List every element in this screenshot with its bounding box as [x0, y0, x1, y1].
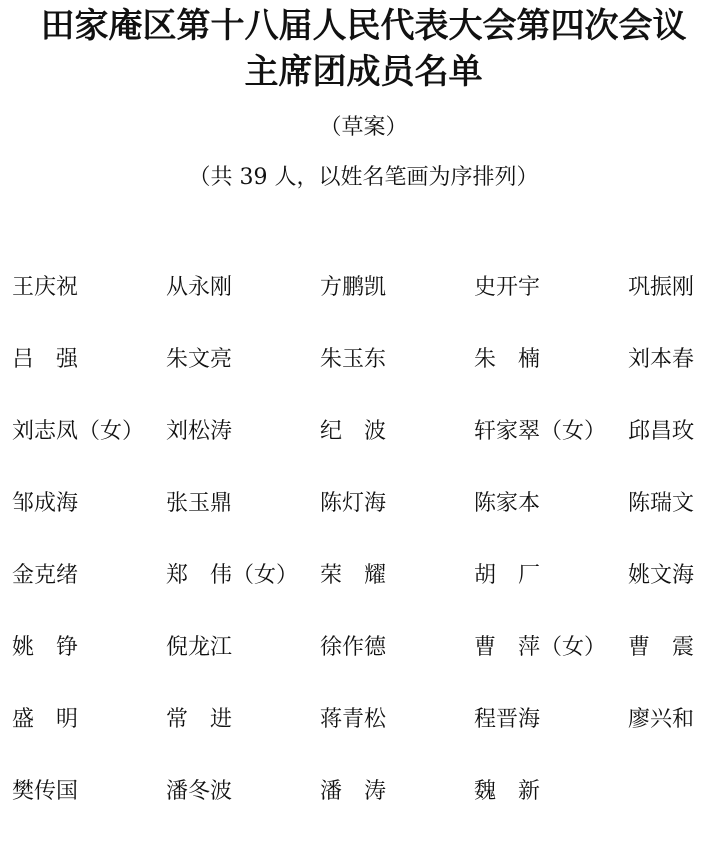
member-name: 朱 楠: [474, 347, 541, 372]
member-name: 盛 明: [12, 707, 79, 732]
member-name: 刘松涛: [166, 419, 233, 444]
name-row: [12, 346, 722, 418]
member-name: 史开宇: [474, 275, 541, 300]
member-name: 巩振刚: [628, 275, 695, 300]
member-name: 常 进: [166, 707, 233, 732]
member-name: 邹成海: [12, 491, 79, 516]
member-name: 刘志凤（女）: [12, 419, 145, 444]
member-name: 魏 新: [474, 779, 541, 804]
member-name: 从永刚: [166, 275, 233, 300]
draft-label: （草案）: [319, 115, 408, 140]
member-name: 轩家翠（女）: [474, 419, 607, 444]
member-name: 金克绪: [12, 563, 79, 588]
member-name: 郑 伟（女）: [166, 563, 299, 588]
member-name: 樊传国: [12, 779, 79, 804]
member-name: 纪 波: [320, 419, 387, 444]
member-name: 邱昌玫: [628, 419, 695, 444]
member-name: 曹 萍（女）: [474, 635, 607, 660]
document-title-line-1: 田家庵区第十八届人民代表大会第四次会议: [40, 6, 687, 46]
member-name: 徐作德: [320, 635, 387, 660]
member-name: 陈家本: [474, 491, 541, 516]
member-name: 张玉鼎: [166, 491, 233, 516]
member-name: 朱玉东: [320, 347, 387, 372]
name-row: [12, 778, 722, 850]
name-row: [12, 562, 722, 634]
name-row: [12, 490, 722, 562]
member-name: 陈瑞文: [628, 491, 695, 516]
document-title-line-2: 主席团成员名单: [244, 52, 483, 92]
ordering-note: （共 39 人，以姓名笔画为序排列）: [188, 165, 539, 190]
member-name: 吕 强: [12, 347, 79, 372]
member-name: 潘冬波: [166, 779, 233, 804]
name-row: [12, 274, 722, 346]
member-name: 廖兴和: [628, 707, 695, 732]
member-name: 潘 涛: [320, 779, 387, 804]
member-name: 曹 震: [628, 635, 695, 660]
member-name-grid: [12, 274, 722, 850]
name-row: [12, 418, 722, 490]
member-name: 刘本春: [628, 347, 695, 372]
member-name: 朱文亮: [166, 347, 233, 372]
name-row: [12, 706, 722, 778]
member-name: 姚 铮: [12, 635, 79, 660]
member-name: 王庆祝: [12, 275, 79, 300]
member-name: 倪龙江: [166, 635, 233, 660]
member-name: 荣 耀: [320, 563, 387, 588]
name-row: [12, 634, 722, 706]
member-name: 蒋青松: [320, 707, 387, 732]
member-name: 胡 厂: [474, 563, 541, 588]
member-name: 陈灯海: [320, 491, 387, 516]
member-name: 程晋海: [474, 707, 541, 732]
member-name: 方鹏凯: [320, 275, 387, 300]
member-name: 姚文海: [628, 563, 695, 588]
